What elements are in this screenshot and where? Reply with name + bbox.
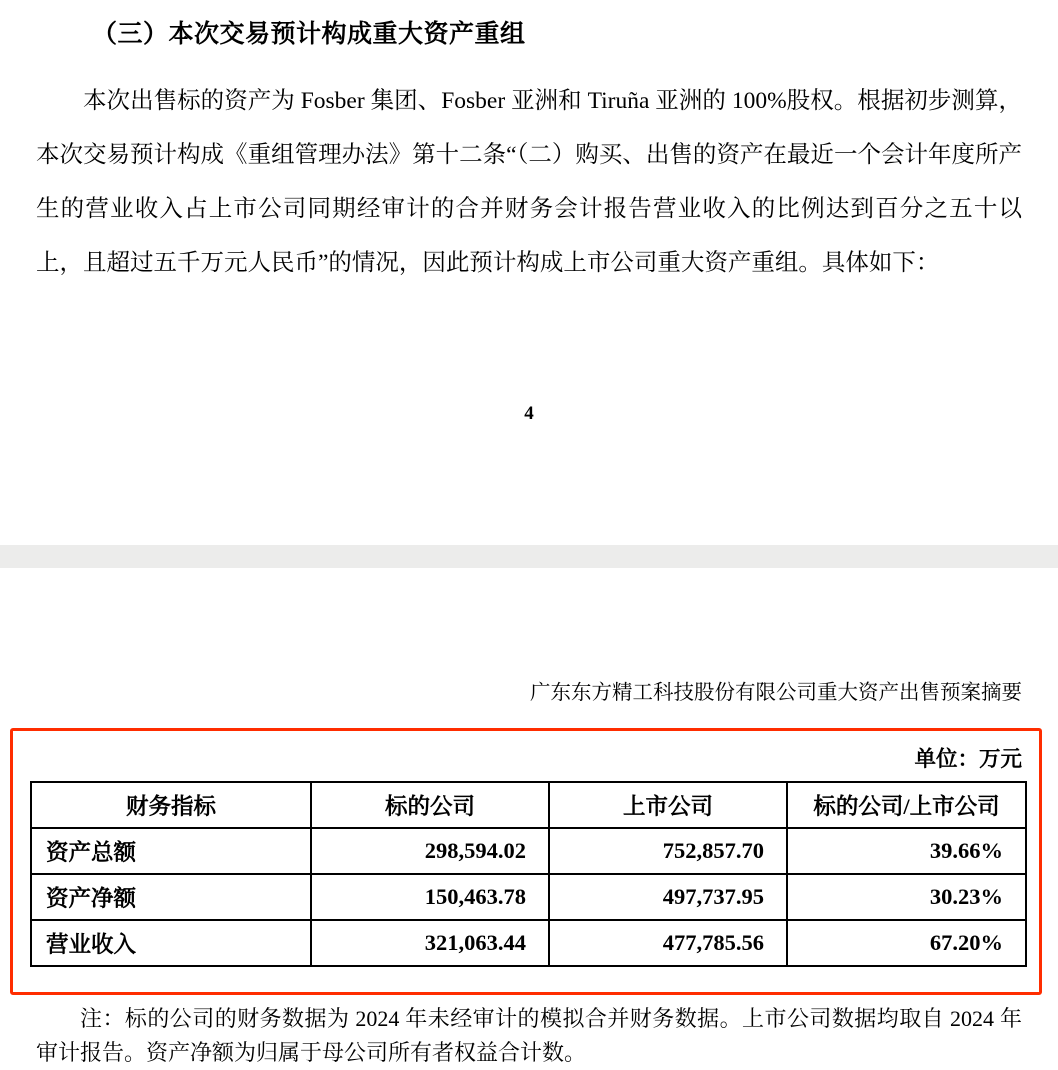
- financial-indicators-table: [30, 781, 1027, 967]
- document-page-bottom: [0, 568, 1058, 1065]
- page-separator: [0, 545, 1058, 568]
- unit-label: 单位：万元: [914, 747, 1022, 771]
- table-cell-value: 497,737.95: [549, 874, 787, 920]
- table-header-row: [31, 782, 1026, 828]
- table-cell-value: 298,594.02: [311, 828, 549, 874]
- table-header-cell: 上市公司: [549, 782, 787, 828]
- table-header-cell: 标的公司/上市公司: [787, 782, 1026, 828]
- table-cell-metric: 资产总额: [31, 828, 311, 874]
- table-header-cell: 财务指标: [31, 782, 311, 828]
- table-cell-value: 39.66%: [787, 828, 1026, 874]
- table-cell-value: 321,063.44: [311, 920, 549, 966]
- running-header: 广东东方精工科技股份有限公司重大资产出售预案摘要: [530, 682, 1022, 704]
- table-cell-metric: 营业收入: [31, 920, 311, 966]
- page-number: 4: [524, 403, 534, 424]
- table-note: 注：标的公司的财务数据为 2024 年未经审计的模拟合并财务数据。上市公司数据均取自 2024 年审计报告。资产净额为归属于母公司所有者权益合计数。: [36, 1006, 1022, 1065]
- body-paragraph: 本次出售标的资产为 Fosber 集团、Fosber 亚洲和 Tiruña 亚洲的 100%股权。根据初步测算，本次交易预计构成《重组管理办法》第十二条“（二）购买、出售的资产在最近一个会计年度所产生的营业收入占上市公司同期经审计的合并财务会计报告营业收入的比例达到百分之五十以上，且超过五千万元人民币”的情况，因此预计构成上市公司重大资产重组。具体如下：: [36, 88, 1022, 276]
- table-row: [31, 828, 1026, 874]
- table-cell-value: 752,857.70: [549, 828, 787, 874]
- table-cell-metric: 资产净额: [31, 874, 311, 920]
- table-cell-value: 67.20%: [787, 920, 1026, 966]
- table-header-cell: 标的公司: [311, 782, 549, 828]
- table-row: [31, 920, 1026, 966]
- table-row: [31, 874, 1026, 920]
- table-cell-value: 477,785.56: [549, 920, 787, 966]
- table-cell-value: 30.23%: [787, 874, 1026, 920]
- section-heading: （三）本次交易预计构成重大资产重组: [92, 21, 526, 48]
- table-cell-value: 150,463.78: [311, 874, 549, 920]
